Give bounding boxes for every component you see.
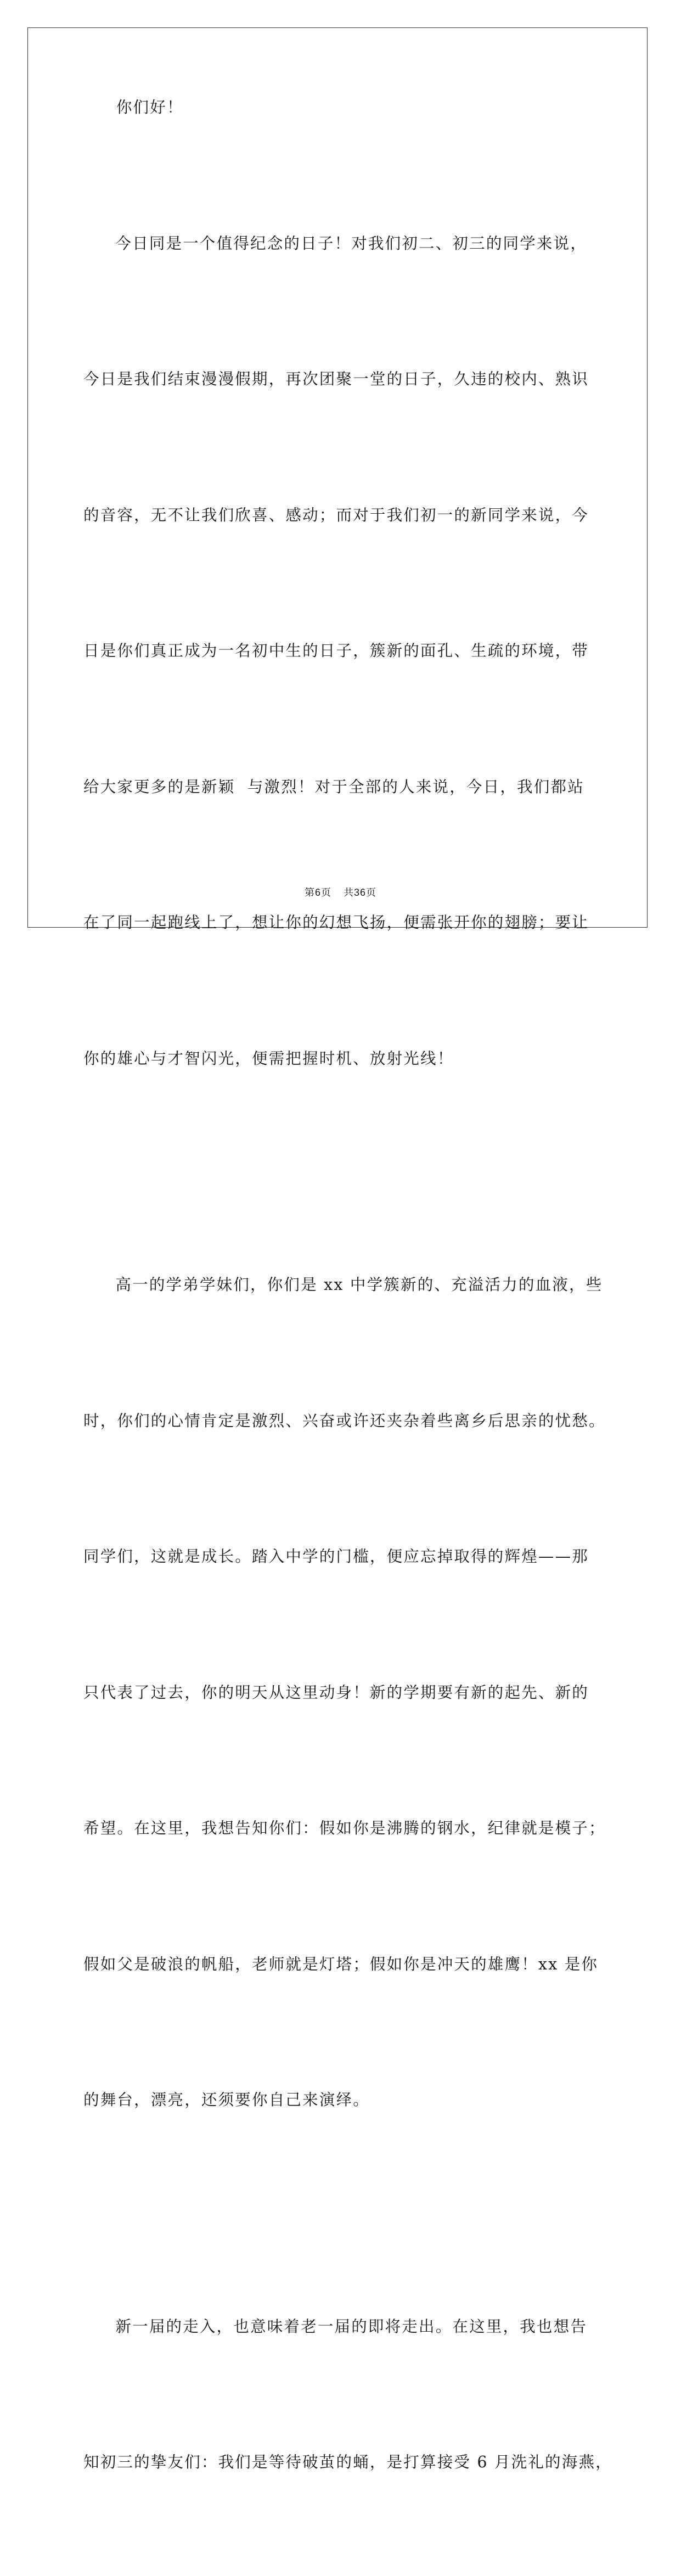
paragraph-line: 假如父是破浪的帆船，老师就是灯塔；假如你是冲天的雄鹰！xx 是你 [83, 1955, 599, 1973]
paragraph-line: 只代表了过去，你的明天从这里动身！新的学期要有新的起先、新的 [83, 1683, 589, 1702]
paragraph-1 [83, 131, 594, 1172]
paragraph-line: 的舞台，漂亮，还须要你自己来演绎。 [83, 2091, 370, 2109]
paragraph-line: 时，你们的心情肯定是激烈、兴奋或许还夹杂着些离乡后思亲的忧愁。 [83, 1411, 606, 1430]
page-number: 6 [314, 887, 321, 898]
paragraph-line: 今日同是一个值得纪念的日子！对我们初二、初三的同学来说， [115, 234, 588, 252]
page-prefix: 第 [304, 887, 315, 899]
total-pages: 36 [353, 887, 367, 898]
greeting: 你们好！ [116, 98, 184, 116]
paragraph-line: 高一的学弟学妹们，你们是 xx 中学簇新的、充溢活力的血液，些 [115, 1276, 603, 1294]
paragraph-line: 希望。在这里，我想告知你们：假如你是沸腾的钢水，纪律就是模子； [83, 1819, 606, 1837]
paragraph-line: 今日是我们结束漫漫假期，再次团聚一堂的日子，久违的校内、熟识 [83, 370, 589, 388]
paragraph-line: 的音容，无不让我们欣喜、感动；而对于我们初一的新同学来说，今 [83, 506, 589, 524]
total-suffix: 页 [366, 887, 377, 899]
paragraph-3 [83, 2214, 612, 2576]
paragraph-line: 在了同一起跑线上了，想让你的幻想飞扬，便需张开你的翅膀；要让 [83, 913, 589, 931]
paragraph-line: 你的雄心与才智闪光，便需把握时机、放射光线！ [83, 1049, 454, 1068]
paragraph-line: 新一届的走入，也意味着老一届的即将走出。在这里，我也想告 [115, 2317, 588, 2336]
total-prefix: 共 [343, 887, 354, 899]
paragraph-2 [83, 1172, 606, 2214]
document-body [83, 85, 612, 2576]
page-footer [0, 885, 681, 899]
paragraph-line: 知初三的挚友们：我们是等待破茧的蛹，是打算接受 6 月洗礼的海燕， [83, 2453, 612, 2471]
paragraph-line: 日是你们真正成为一名初中生的日子，簇新的面孔、生疏的环境，带 [83, 642, 589, 660]
page-suffix: 页 [320, 887, 331, 899]
paragraph-line: 给大家更多的是新颖 与激烈！对于全部的人来说，今日，我们都站 [83, 777, 584, 796]
paragraph-line: 同学们，这就是成长。踏入中学的门槛，便应忘掉取得的辉煌——那 [83, 1547, 589, 1565]
